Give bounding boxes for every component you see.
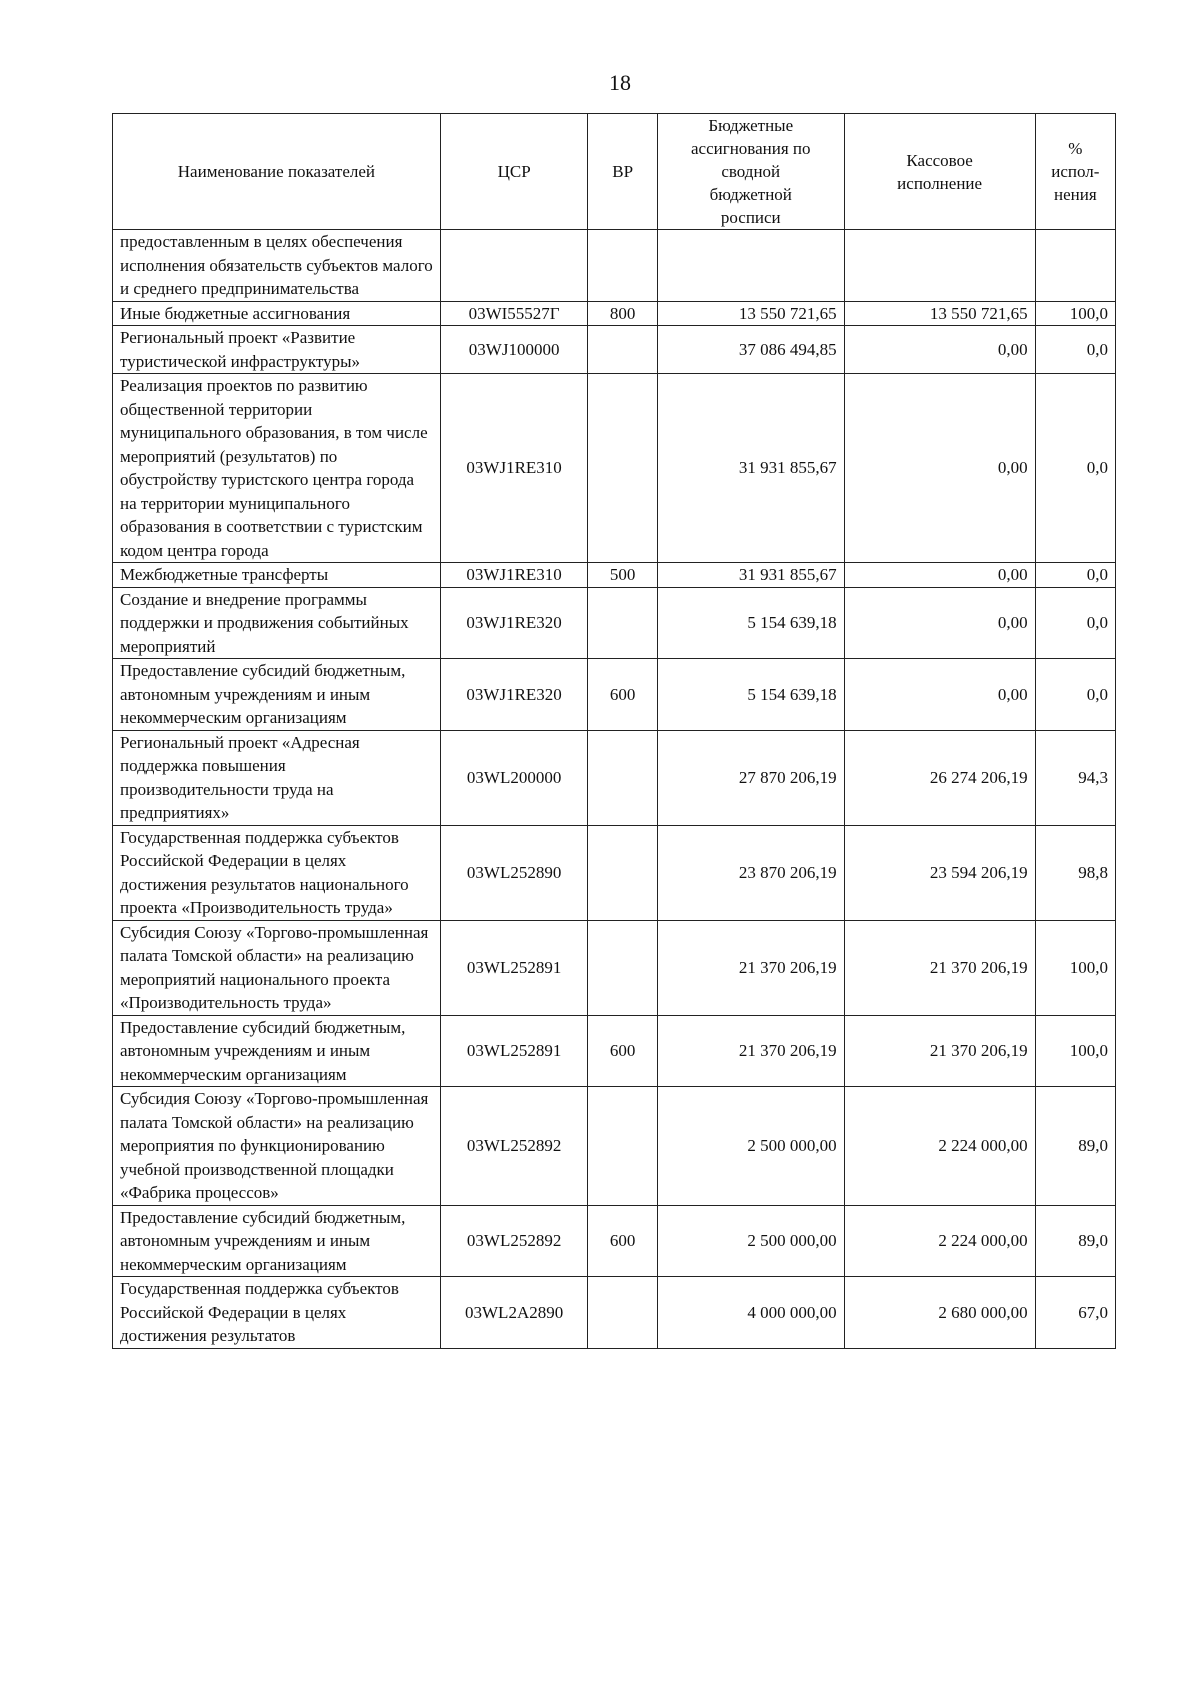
table-row	[113, 1277, 1116, 1349]
cell-pct: 100,0	[1035, 1015, 1115, 1087]
cell-name: Предоставление субсидий бюджетным, автономным учреждениям и иным некоммерческим организациям	[113, 659, 441, 731]
table-row	[113, 730, 1116, 825]
cell-name: Создание и внедрение программы поддержки и продвижения событийных мероприятий	[113, 587, 441, 659]
cell-vr: 600	[588, 659, 657, 731]
cell-budget: 31 931 855,67	[657, 374, 844, 563]
cell-budget: 21 370 206,19	[657, 920, 844, 1015]
cell-pct: 0,0	[1035, 659, 1115, 731]
cell-csr: 03WL252892	[440, 1205, 588, 1277]
cell-cash: 13 550 721,65	[844, 301, 1035, 326]
cell-budget: 27 870 206,19	[657, 730, 844, 825]
cell-cash	[844, 230, 1035, 302]
table-row	[113, 301, 1116, 326]
cell-csr: 03WL252890	[440, 825, 588, 920]
cell-pct: 89,0	[1035, 1205, 1115, 1277]
cell-vr	[588, 587, 657, 659]
cell-cash: 0,00	[844, 587, 1035, 659]
cell-budget: 5 154 639,18	[657, 659, 844, 731]
table-row	[113, 1015, 1116, 1087]
cell-budget: 31 931 855,67	[657, 563, 844, 588]
header-csr: ЦСР	[440, 114, 588, 230]
cell-pct: 94,3	[1035, 730, 1115, 825]
cell-csr: 03WI55527Г	[440, 301, 588, 326]
cell-csr: 03WL2A2890	[440, 1277, 588, 1349]
cell-name: Предоставление субсидий бюджетным, автономным учреждениям и иным некоммерческим организациям	[113, 1205, 441, 1277]
header-pct-text: % испол-нения	[1051, 139, 1100, 204]
cell-pct: 0,0	[1035, 374, 1115, 563]
cell-csr: 03WJ100000	[440, 326, 588, 374]
table-row	[113, 563, 1116, 588]
cell-budget: 4 000 000,00	[657, 1277, 844, 1349]
cell-pct: 0,0	[1035, 563, 1115, 588]
table-header-row	[113, 114, 1116, 230]
cell-pct: 100,0	[1035, 920, 1115, 1015]
cell-csr: 03WL252892	[440, 1087, 588, 1206]
cell-pct: 98,8	[1035, 825, 1115, 920]
header-cash-text: Кассовое исполнение	[897, 150, 983, 193]
cell-vr	[588, 230, 657, 302]
cell-name: Региональный проект «Адресная поддержка повышения производительности труда на предприятиях»	[113, 730, 441, 825]
table-row	[113, 825, 1116, 920]
cell-vr: 600	[588, 1015, 657, 1087]
header-name: Наименование показателей	[113, 114, 441, 230]
cell-name: Межбюджетные трансферты	[113, 563, 441, 588]
cell-csr: 03WJ1RE310	[440, 374, 588, 563]
cell-vr: 600	[588, 1205, 657, 1277]
cell-cash: 21 370 206,19	[844, 920, 1035, 1015]
cell-budget: 5 154 639,18	[657, 587, 844, 659]
table-row	[113, 326, 1116, 374]
cell-vr	[588, 1087, 657, 1206]
cell-budget: 37 086 494,85	[657, 326, 844, 374]
cell-pct: 89,0	[1035, 1087, 1115, 1206]
table-row	[113, 230, 1116, 302]
cell-name: Региональный проект «Развитие туристической инфраструктуры»	[113, 326, 441, 374]
cell-csr: 03WL252891	[440, 1015, 588, 1087]
cell-vr	[588, 730, 657, 825]
header-vr: ВР	[588, 114, 657, 230]
cell-csr	[440, 230, 588, 302]
cell-budget: 23 870 206,19	[657, 825, 844, 920]
cell-name: Субсидия Союзу «Торгово-промышленная палата Томской области» на реализацию мероприятий национального проекта «Производительность труда»	[113, 920, 441, 1015]
cell-csr: 03WJ1RE320	[440, 659, 588, 731]
cell-vr	[588, 326, 657, 374]
cell-name: Субсидия Союзу «Торгово-промышленная палата Томской области» на реализацию мероприятия по функционированию учебной производственной площадки «Фабрика процессов»	[113, 1087, 441, 1206]
cell-vr	[588, 920, 657, 1015]
table-row	[113, 587, 1116, 659]
table-row	[113, 1087, 1116, 1206]
cell-name: Государственная поддержка субъектов Российской Федерации в целях достижения результатов	[113, 1277, 441, 1349]
cell-name: Иные бюджетные ассигнования	[113, 301, 441, 326]
cell-cash: 0,00	[844, 326, 1035, 374]
cell-budget: 13 550 721,65	[657, 301, 844, 326]
cell-cash: 26 274 206,19	[844, 730, 1035, 825]
cell-cash: 2 224 000,00	[844, 1205, 1035, 1277]
table-row	[113, 1205, 1116, 1277]
cell-budget: 2 500 000,00	[657, 1205, 844, 1277]
cell-pct: 0,0	[1035, 326, 1115, 374]
cell-cash: 0,00	[844, 563, 1035, 588]
cell-csr: 03WJ1RE310	[440, 563, 588, 588]
cell-vr: 800	[588, 301, 657, 326]
cell-cash: 2 224 000,00	[844, 1087, 1035, 1206]
cell-vr	[588, 374, 657, 563]
table-row	[113, 920, 1116, 1015]
table-row	[113, 374, 1116, 563]
header-budget	[657, 114, 844, 230]
table-body	[113, 230, 1116, 1349]
cell-csr: 03WL252891	[440, 920, 588, 1015]
cell-cash: 0,00	[844, 374, 1035, 563]
cell-name: Предоставление субсидий бюджетным, автономным учреждениям и иным некоммерческим организациям	[113, 1015, 441, 1087]
table-row	[113, 659, 1116, 731]
cell-csr: 03WL200000	[440, 730, 588, 825]
cell-csr: 03WJ1RE320	[440, 587, 588, 659]
cell-name: предоставленным в целях обеспечения исполнения обязательств субъектов малого и среднего предпринимательства	[113, 230, 441, 302]
header-budget-text: Бюджетные ассигнования по сводной бюджетной росписи	[690, 116, 811, 227]
cell-pct	[1035, 230, 1115, 302]
header-pct	[1035, 114, 1115, 230]
cell-budget: 21 370 206,19	[657, 1015, 844, 1087]
cell-vr: 500	[588, 563, 657, 588]
cell-budget	[657, 230, 844, 302]
budget-table	[112, 113, 1116, 1349]
cell-vr	[588, 1277, 657, 1349]
cell-cash: 21 370 206,19	[844, 1015, 1035, 1087]
cell-name: Государственная поддержка субъектов Российской Федерации в целях достижения результатов национального проекта «Производительность труда»	[113, 825, 441, 920]
cell-name: Реализация проектов по развитию общественной территории муниципального образования, в том числе мероприятий (результатов) по обустройству туристского центра города на территории муниципального образования в соответствии с туристским кодом центра города	[113, 374, 441, 563]
cell-budget: 2 500 000,00	[657, 1087, 844, 1206]
cell-pct: 67,0	[1035, 1277, 1115, 1349]
page-number: 18	[609, 70, 631, 95]
cell-vr	[588, 825, 657, 920]
cell-cash: 2 680 000,00	[844, 1277, 1035, 1349]
cell-pct: 0,0	[1035, 587, 1115, 659]
cell-cash: 23 594 206,19	[844, 825, 1035, 920]
cell-pct: 100,0	[1035, 301, 1115, 326]
header-cash	[844, 114, 1035, 230]
cell-cash: 0,00	[844, 659, 1035, 731]
